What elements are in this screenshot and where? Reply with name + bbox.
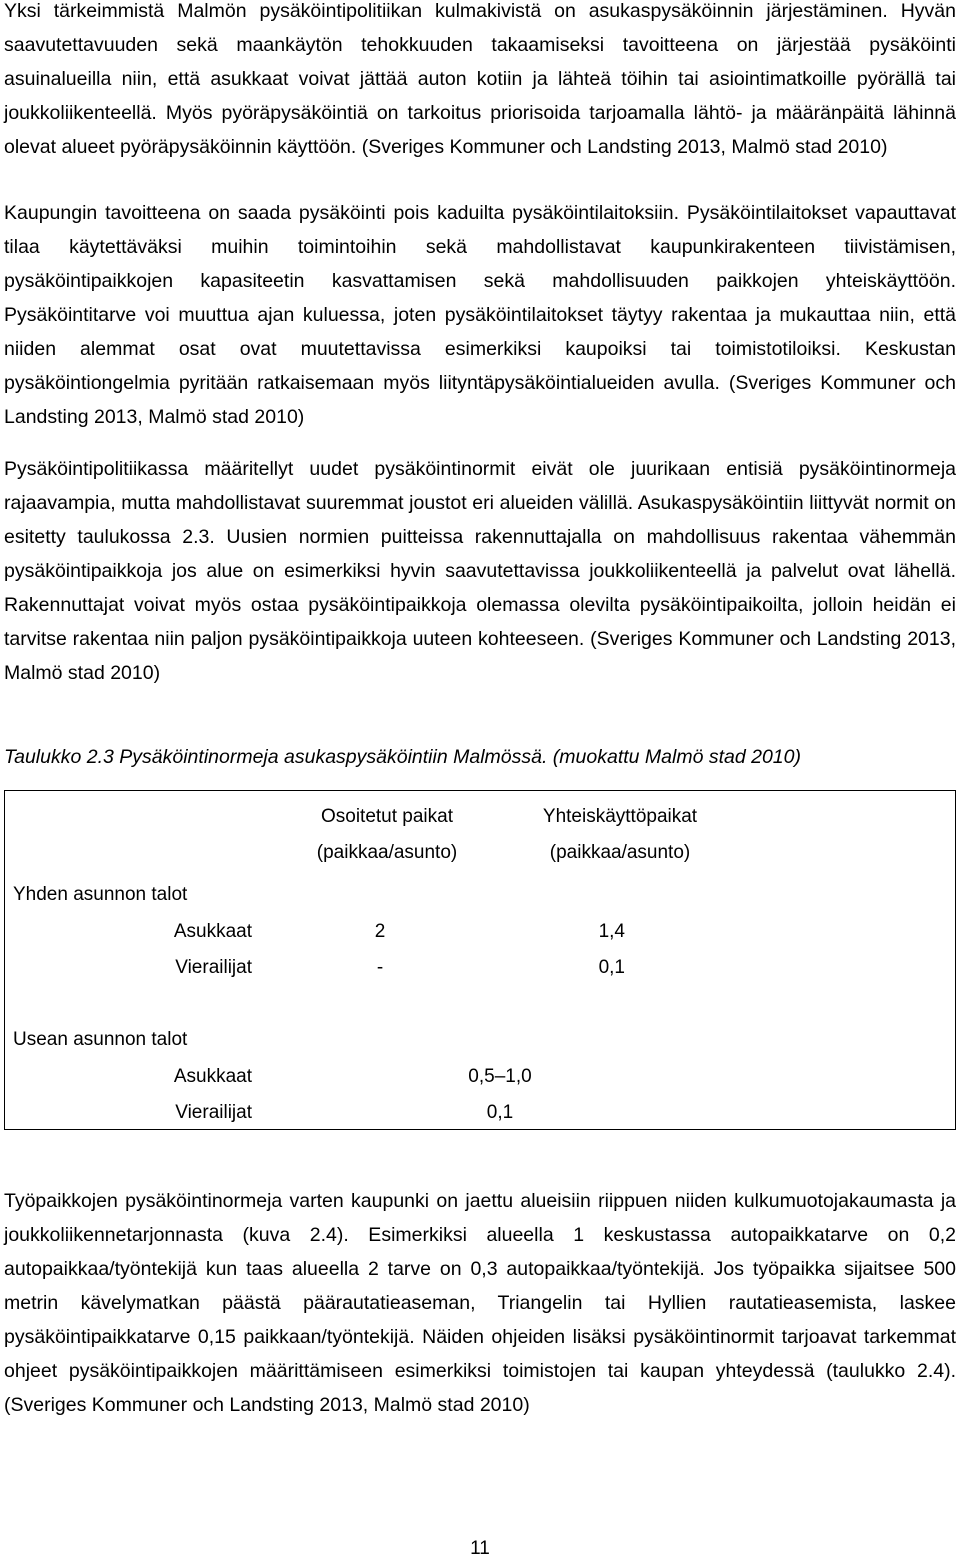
paragraph-resident-parking: Yksi tärkeimmistä Malmön pysäköintipolitiikan kulmakivistä on asukaspysäköinnin järjestäminen. Hyvän saavutettavuuden sekä maankäytön tehokkuuden takaamiseksi tavoitteena on järjestää pysäköinti asuinalueilla niin, että asukkaat voivat jättää auton kotiin ja lähteä töihin tai asiointimatkoille pyörällä tai joukkoliikenteellä. Myös pyöräpysäköintiä on tarkoitus priorisoida tarjoamalla lähtö- ja määränpäitä lähinnä olevat alueet pyöräpysäköinnin käyttöön. (Sveriges Kommuner och Landsting 2013, Malmö stad 2010) [4,0,956,158]
cell-combined: 0,5–1,0 [468,1066,532,1087]
row-label-visitors: Vierailijat [175,957,252,978]
group-label-single-family: Yhden asunnon talot [13,884,188,905]
row-label-residents: Asukkaat [173,921,252,942]
row-label-visitors: Vierailijat [175,1102,252,1123]
paragraph-workplace-norms: Työpaikkojen pysäköintinormeja varten kaupunki on jaettu alueisiin riippuen niiden kulkumuotojakaumasta ja joukkoliikennetarjonnasta (kuva 2.4). Esimerkiksi alueella 1 keskustassa autopaikkatarve on 0,2 autopaikkaa/työntekijä kun taas alueella 2 tarve on 0,3 autopaikkaa/työntekijä. Jos työpaikka sijaitsee 500 metrin kävelymatkan päästä päärautatieaseman, Triangelin tai Hyllien rautatieasemista, laskee pysäköintipaikkatarve 0,15 paikkaan/työntekijä. Näiden ohjeiden lisäksi pysäköintinormit tarjoavat tarkemmat ohjeet pysäköintipaikkojen määrittämiseen esimerkiksi toimistojen tai kaupan yhteydessä (taulukko 2.4). (Sveriges Kommuner och Landsting 2013, Malmö stad 2010) [4,1190,956,1416]
cell-combined: 0,1 [486,1102,514,1123]
parking-norms-table [4,790,956,1130]
cell-shared: 1,4 [598,921,625,942]
paragraph-parking-facilities: Kaupungin tavoitteena on saada pysäköinti pois kaduilta pysäköintilaitoksiin. Pysäköintilaitokset vapauttavat tilaa käytettäväksi muihin toimintoihin sekä mahdollistavat kaupunkirakenteen tiivistämisen, pysäköintipaikkojen kapasiteetin kasvattamisen sekä mahdollisuuden paikkojen yhteiskäyttöön. Pysäköintitarve voi muuttua ajan kuluessa, joten pysäköintilaitokset täytyy rakentaa ja mukauttaa niin, että niiden alemmat osat ovat muutettavissa esimerkiksi kaupoiksi tai toimistotiloiksi. Keskustan pysäköintiongelmia pyritään ratkaisemaan myös liityntäpysäköintialueiden avulla. (Sveriges Kommuner och Landsting 2013, Malmö stad 2010) [4,202,956,428]
cell-assigned: - [376,957,384,978]
group-label-multi-family: Usean asunnon talot [13,1029,188,1050]
page-number: 11 [470,1538,490,1559]
col-header-shared [500,799,740,871]
col-header-assigned-line2: (paikkaa/asunto) [316,842,458,863]
paragraph-parking-norms: Pysäköintipolitiikassa määritellyt uudet pysäköintinormit eivät ole juurikaan entisiä pysäköintinormeja rajaavampia, mutta mahdollistavat suuremmat joustot eri alueiden välillä. Asukaspysäköintiin liittyvät normit on esitetty taulukossa 2.3. Uusien normien puitteissa rakennuttajalla on mahdollisuus rakentaa vähemmän pysäköintipaikkoja jos alue on esimerkiksi hyvin saavutettavissa joukkoliikenteellä ja palvelut ovat lähellä. Rakennuttajat voivat myös ostaa pysäköintipaikkoja olemassa olevilta pysäköintipaikoilta, jolloin heidän ei tarvitse rakentaa niin paljon pysäköintipaikkoja uuteen kohteeseen. (Sveriges Kommuner och Landsting 2013, Malmö stad 2010) [4,458,956,684]
cell-shared: 0,1 [598,957,625,978]
table-caption: Taulukko 2.3 Pysäköintinormeja asukaspysäköintiin Malmössä. (muokattu Malmö stad 2010) [4,746,801,768]
row-label-residents: Asukkaat [173,1066,252,1087]
col-header-assigned [267,799,507,871]
col-header-shared-line2: (paikkaa/asunto) [549,842,691,863]
cell-assigned: 2 [374,921,386,942]
col-header-shared-line1: Yhteiskäyttöpaikat [542,806,698,827]
col-header-assigned-line1: Osoitetut paikat [320,806,454,827]
